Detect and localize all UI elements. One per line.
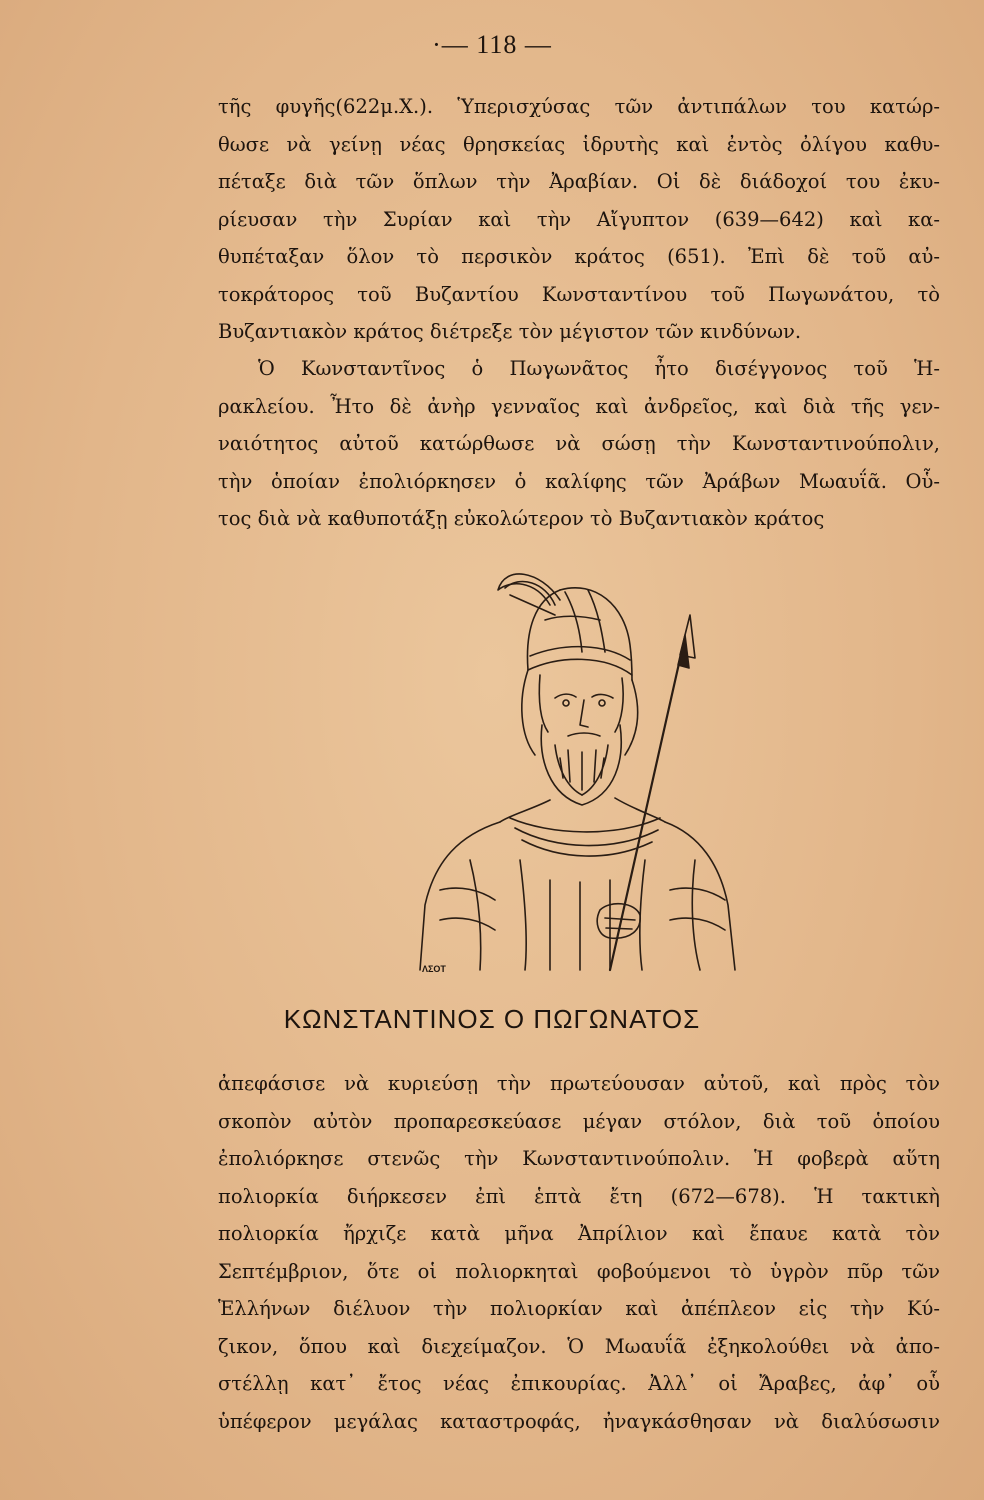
text-line: Βυζαντιακὸν κράτος διέτρεξε τὸν μέγιστον τῶν κινδύνων. (218, 320, 802, 343)
text-line: Ὁ Κωνσταντῖνος ὁ Πωγωνᾶτος ἦτο δισέγγονος τοῦ Ἡ- (258, 357, 940, 380)
text-line: Σεπτέμβριον, ὅτε οἱ πολιορκηταὶ φοβούμενοι τὸ ὑγρὸν πῦρ τῶν (218, 1259, 940, 1283)
text-line: πολιορκία ἤρχιζε κατὰ μῆνα Ἀπρίλιον καὶ ἔπαυε κατὰ τὸν (218, 1222, 940, 1245)
text-line: πολιορκία διήρκεσεν ἐπὶ ἑπτὰ ἔτη (672—678). Ἡ τακτικὴ (218, 1184, 940, 1208)
text-line: ζικον, ὅπου καὶ διεχείμαζον. Ὁ Μωαυΐᾶ ἐξηκολούθει νὰ ἀπο- (218, 1334, 940, 1358)
text-line: τοκράτορος τοῦ Βυζαντίου Κωνσταντίνου τοῦ Πωγωνάτου, τὸ (218, 282, 940, 306)
text-line: τος διὰ νὰ καθυποτάξῃ εὐκολώτερον τὸ Βυζαντιακὸν κράτος (218, 507, 825, 530)
text-line: ἀπεφάσισε νὰ κυριεύσῃ τὴν πρωτεύουσαν αὐτοῦ, καὶ πρὸς τὸν (218, 1072, 940, 1095)
portrait-illustration (410, 560, 750, 980)
text-line: σκοπὸν αὐτὸν προπαρεσκεύασε μέγαν στόλον, διὰ τοῦ ὁποίου (218, 1109, 940, 1133)
paragraph-2 (218, 350, 940, 538)
text-line: πέταξε διὰ τῶν ὅπλων τὴν Ἀραβίαν. Οἱ δὲ διάδοχοί του ἐκυ- (218, 170, 940, 193)
paragraph-3 (218, 1065, 940, 1440)
text-line: τῆς φυγῆς(622μ.Χ.). Ὑπερισχύσας τῶν ἀντιπάλων του κατώρ- (218, 95, 940, 118)
page-number: ·— 118 — (432, 30, 552, 59)
text-line: θωσε νὰ γείνῃ νέας θρησκείας ἱδρυτὴς καὶ ἐντὸς ὀλίγου καθυ- (218, 132, 940, 156)
paragraph-1 (218, 88, 940, 351)
text-line: θυπέταξαν ὅλον τὸ περσικὸν κράτος (651). Ἐπὶ δὲ τοῦ αὐ- (218, 245, 940, 268)
text-line: ὑπέφερον μεγάλας καταστροφάς, ἠναγκάσθησαν νὰ διαλύσωσιν (218, 1409, 940, 1433)
text-line: στέλλῃ κατ᾽ ἔτος νέας ἐπικουρίας. Ἀλλ᾽ οἱ Ἄραβες, ἀφ᾽ οὗ (218, 1372, 940, 1395)
text-line: ἐπολιόρκησε στενῶς τὴν Κωνσταντινούπολιν. Ἡ φοβερὰ αὕτη (218, 1147, 940, 1170)
text-line: ρακλείου. Ἦτο δὲ ἀνὴρ γενναῖος καὶ ἀνδρεῖος, καὶ διὰ τῆς γεν- (218, 394, 940, 418)
text-line: ρίευσαν τὴν Συρίαν καὶ τὴν Αἴγυπτον (639—642) καὶ κα- (218, 207, 940, 231)
text-line: τὴν ὁποίαν ἐπολιόρκησεν ὁ καλίφης τῶν Ἀράβων Μωαυΐᾶ. Οὗ- (218, 469, 940, 493)
figure-caption: ΚΩΝΣΤΑΝΤΙΝΟΣ Ο ΠΩΓΩΝΑΤΟΣ (283, 1004, 701, 1034)
portrait-engraving (410, 560, 750, 980)
engraver-signature: ΛΣΟΤ (422, 964, 446, 974)
text-line: Ἑλλήνων διέλυον τὴν πολιορκίαν καὶ ἀπέπλεον εἰς τὴν Κύ- (218, 1297, 940, 1320)
text-line: ναιότητος αὐτοῦ κατώρθωσε νὰ σώσῃ τὴν Κωνσταντινούπολιν, (218, 432, 940, 455)
